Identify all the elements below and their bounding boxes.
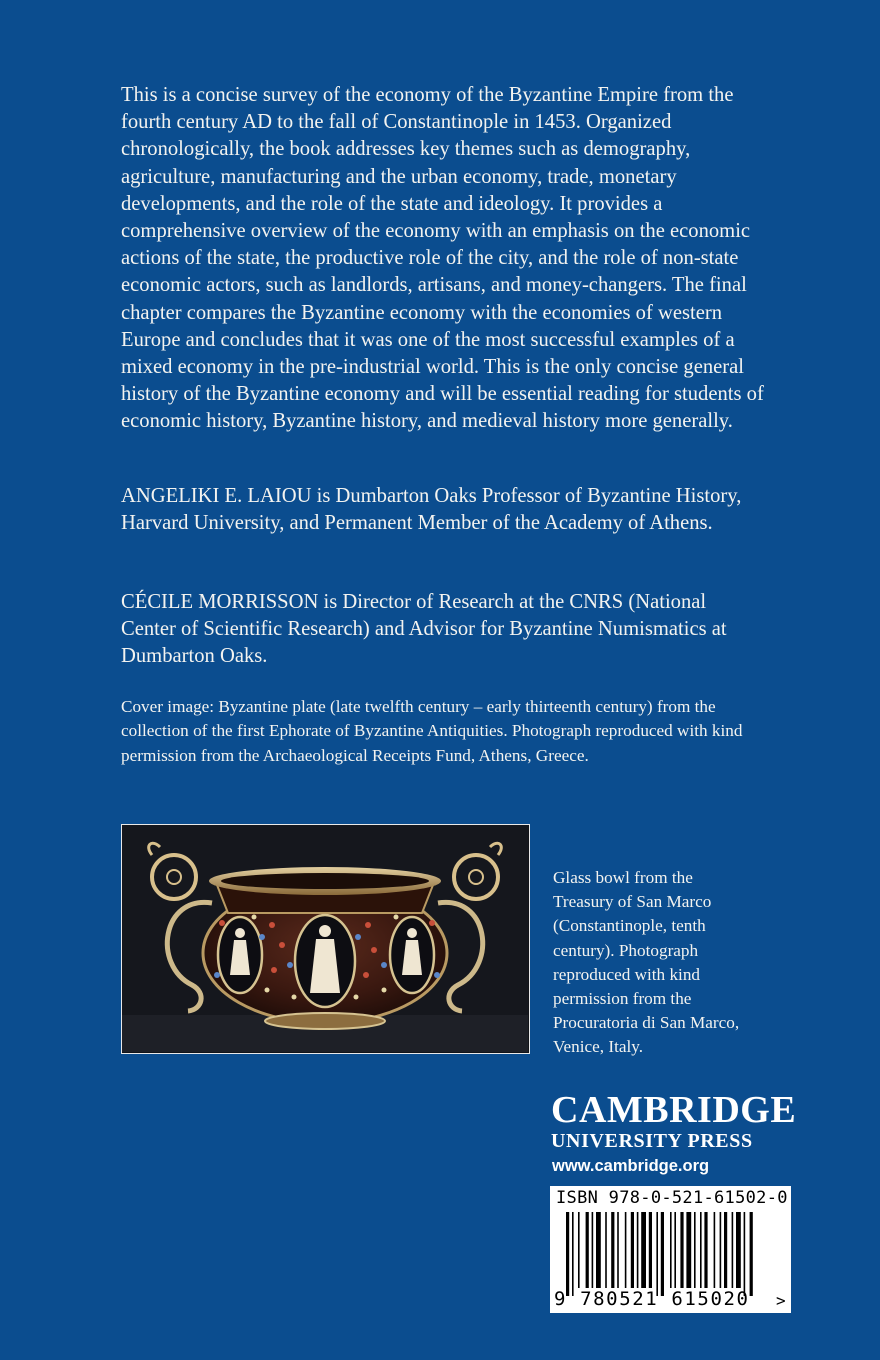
barcode-bar	[750, 1212, 753, 1296]
cover-image-credit: Cover image: Byzantine plate (late twelfth century – early thirteenth century) from the collection of the first Ephorate of Byzantine Antiquities. Photograph reproduced with kind permission from the Archaeological Receipts Fund, Athens, Greece.	[121, 697, 743, 765]
author-name: ANGELIKI E. LAIOU	[121, 485, 312, 507]
barcode-bar	[605, 1212, 607, 1288]
author-bio-laiou	[121, 483, 761, 537]
barcode-quiet-zone-marker: >	[776, 1291, 786, 1310]
barcode-bar	[736, 1212, 741, 1288]
barcode-bar	[578, 1212, 580, 1288]
barcode-bar	[572, 1212, 574, 1296]
barcode-bar	[625, 1212, 627, 1288]
barcode-bar	[674, 1212, 676, 1288]
barcode-bar	[637, 1212, 639, 1288]
barcode-bar	[686, 1212, 691, 1288]
ean-digits: 9 780521 615020	[554, 1288, 750, 1310]
barcode-bar	[617, 1212, 619, 1288]
barcode-bar	[724, 1212, 727, 1288]
barcode-bar	[631, 1212, 634, 1288]
barcode-bar	[592, 1212, 594, 1288]
barcode-bar	[649, 1212, 652, 1288]
barcode-bar	[714, 1212, 716, 1288]
barcode-bar	[656, 1212, 658, 1296]
author-name: CÉCILE MORRISSON	[121, 591, 319, 613]
isbn-barcode	[550, 1186, 791, 1313]
publisher-url: www.cambridge.org	[552, 1157, 710, 1175]
barcode-bar	[670, 1212, 672, 1288]
barcode-bar	[641, 1212, 646, 1288]
barcode-bar	[596, 1212, 601, 1288]
barcode-bar	[586, 1212, 589, 1288]
barcode-bar	[566, 1212, 569, 1296]
glass-bowl-photo	[121, 824, 530, 1054]
author-bio-morrisson	[121, 589, 761, 671]
glass-bowl-illustration	[122, 825, 528, 1052]
barcode-bar	[680, 1212, 683, 1288]
book-description: This is a concise survey of the economy of the Byzantine Empire from the fourth century AD to the fall of Constantinople in 1453. Organized chronologically, the book addresses key themes such as demography, agriculture, manufacturing and the urban economy, trade, monetary developments, and the role of the state and ideology. It provides a comprehensive overview of the economy with an emphasis on the economic actions of the state, the productive role of the city, and the role of non-state economic actors, such as landlords, artisans, and money-changers. The final chapter compares the Byzantine economy with the economies of western Europe and concludes that it was one of the most successful examples of a mixed economy in the pre-industrial world. This is the only concise general history of the Byzantine economy and will be essential reading for students of economic history, Byzantine history, and medieval history more generally.	[121, 84, 764, 433]
photo-caption: Glass bowl from the Treasury of San Marco (Constantinople, tenth century). Photograph reproduced with kind permission from the Procuratoria di San Marco, Venice, Italy.	[553, 868, 740, 1057]
barcode-bar	[700, 1212, 702, 1288]
isbn-label: ISBN 978-0-521-61502-0	[556, 1188, 788, 1208]
barcode-bar	[611, 1212, 614, 1288]
publisher-logo	[551, 1090, 801, 1176]
barcode-bar	[744, 1212, 746, 1296]
publisher-subtitle: UNIVERSITY PRESS	[551, 1130, 753, 1152]
author-bio-text: is Director of Research at the CNRS (National Center of Scientific Research) and Advisor for Byzantine Numismatics at Dumbarton Oaks.	[121, 591, 727, 668]
barcode-bar	[694, 1212, 696, 1288]
publisher-name: CAMBRIDGE	[551, 1089, 797, 1131]
author-bio-text: is Dumbarton Oaks Professor of Byzantine History, Harvard University, and Permanent Member of the Academy of Athens.	[121, 485, 742, 535]
barcode-bar	[661, 1212, 664, 1296]
barcode-bar	[732, 1212, 734, 1288]
barcode-bar	[720, 1212, 722, 1288]
barcode-bar	[704, 1212, 707, 1288]
